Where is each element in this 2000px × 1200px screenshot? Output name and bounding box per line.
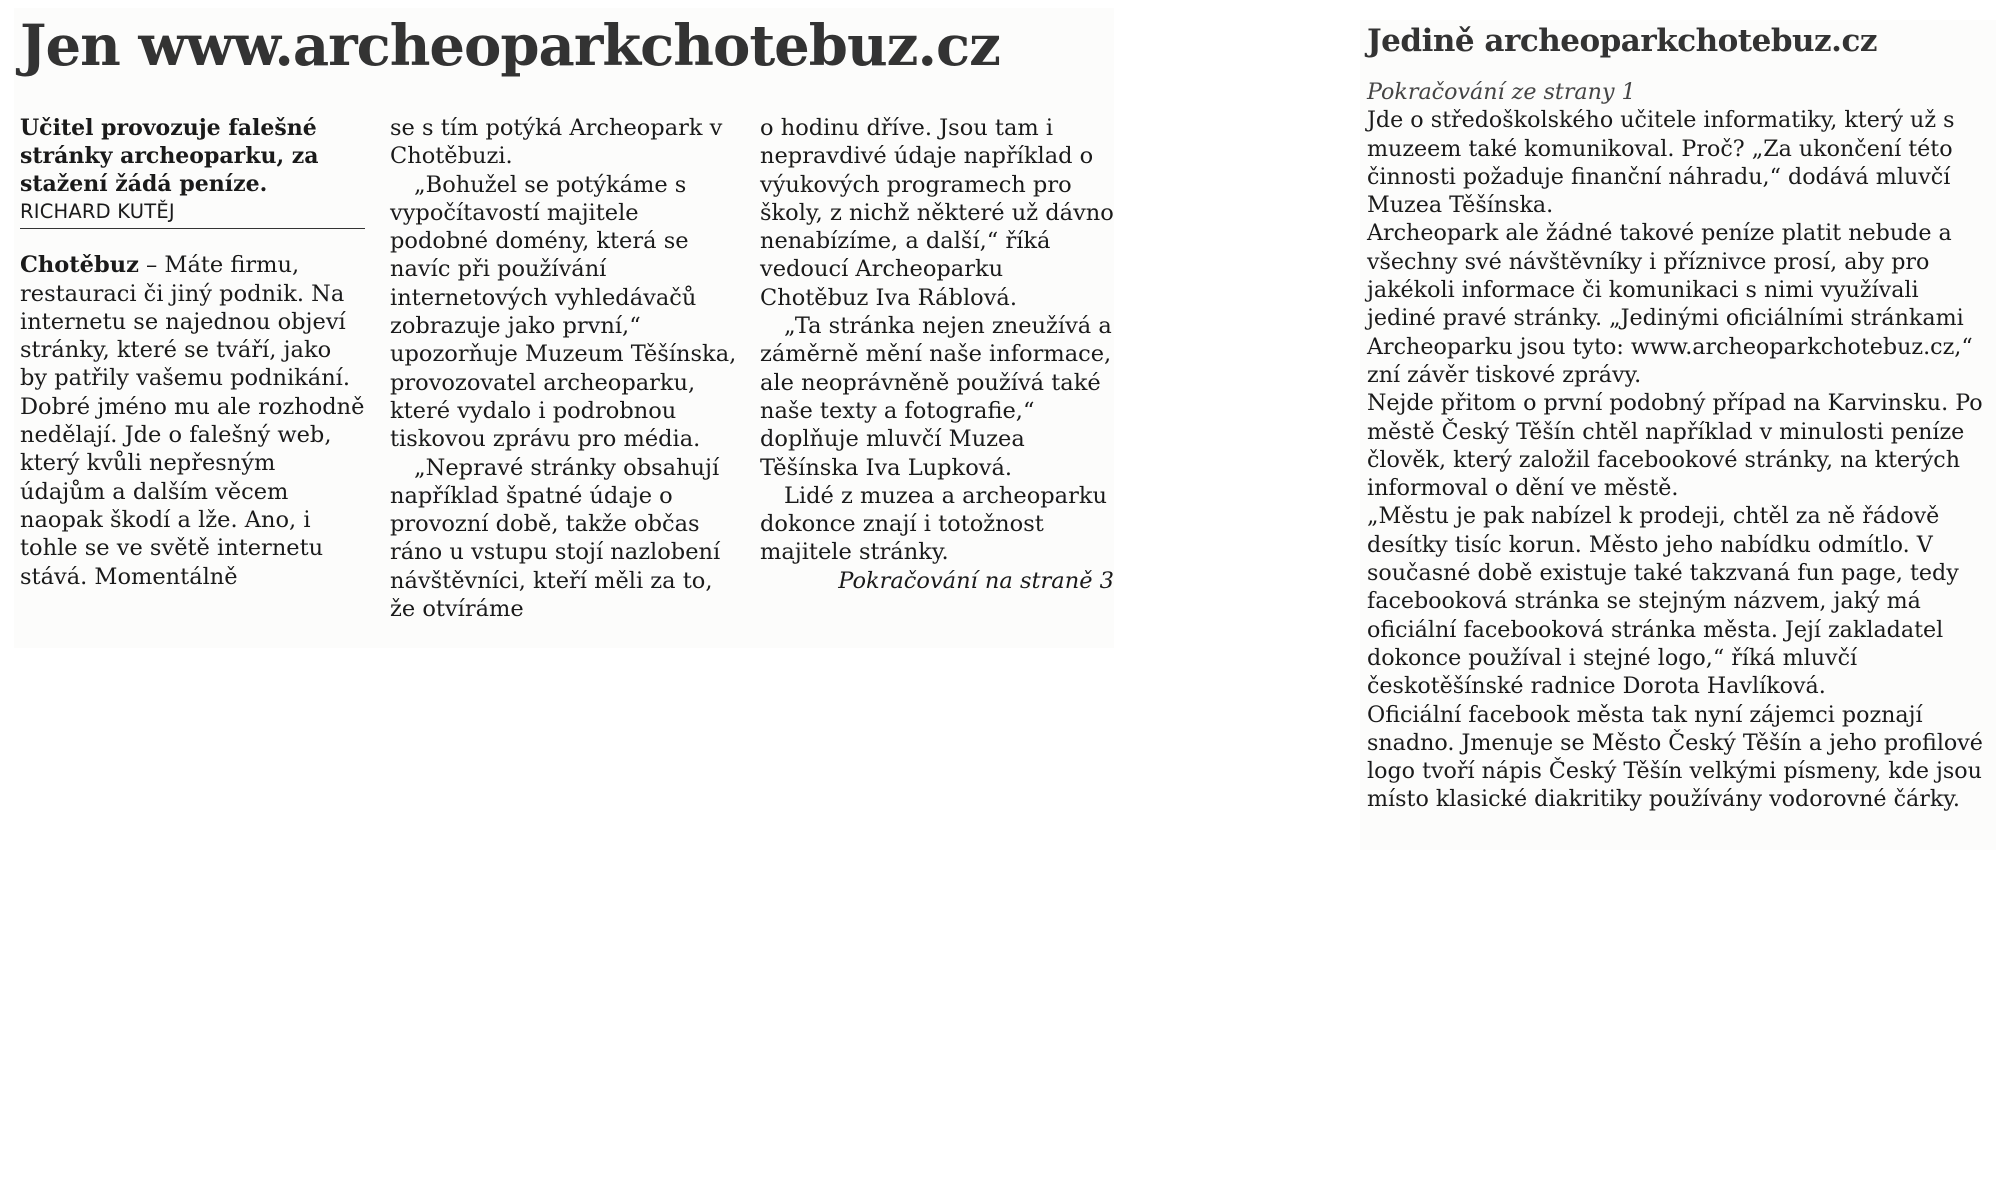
- article-column-3: [760, 114, 1114, 595]
- article-paragraph: o hodinu dříve. Jsou tam i nepravdivé údaje například o výukových programech pro školy, z nichž některé už dávno nenabízíme, a další,“ říká vedoucí Archeoparku Chotěbuz Iva Ráblová.: [760, 115, 1114, 311]
- article-paragraph: Oficiální facebook města tak nyní zájemci poznají snadno. Jmenuje se Město Český Těšín a jeho profilové logo tvoří nápis Český Těšín velkými písmeny, kde jsou místo klasické diakritiky používány vodorovné čárky.: [1367, 701, 1983, 813]
- article-paragraph: [20, 251, 365, 591]
- paragraph-text: – Máte firmu, restauraci či jiný podnik. Na internetu se najednou objeví stránky, které se tváří, jako by patřily vašemu podnikání. Dobré jméno mu ale rozhodně nedělají. Jde o falešný web, který kvůli nepřesným údajům a dalším věcem naopak škodí a lže. Ano, i tohle se ve světě internetu stává. Momentálně: [20, 252, 365, 590]
- article-paragraph: Jde o středoškolského učitele informatiky, který už s muzeem také komunikoval. Proč? „Za ukončení této činnosti požaduje finanční náhradu,“ dodává mluvčí Muzea Těšínska.: [1367, 107, 1955, 219]
- article-paragraph: „Bohužel se potýkáme s vypočítavostí majitele podobné domény, která se navíc při používání internetových vyhledávačů zobrazuje jako první,“ upozorňuje Muzeum Těšínska, provozovatel archeoparku, které vydalo i podrobnou tiskovou zprávu pro média.: [390, 171, 737, 453]
- continued-note: Pokračování na straně 3: [838, 567, 1114, 594]
- article-headline: Jen www.archeoparkchotebuz.cz: [20, 13, 1000, 79]
- continued-from-note: Pokračování ze strany 1: [1367, 79, 1636, 105]
- continuation-headline: Jedině archeoparkchotebuz.cz: [1367, 23, 1877, 59]
- article-byline: RICHARD KUTĚJ: [20, 198, 365, 229]
- dateline-location: Chotěbuz: [20, 252, 139, 279]
- article-paragraph: Lidé z muzea a archeoparku dokonce znají i totožnost majitele stránky.: [760, 482, 1107, 566]
- article-paragraph: Archeopark ale žádné takové peníze platit nebude a všechny své návštěvníky i příznivce prosí, aby pro jakékoli informace či komunikaci s nimi využívali jediné pravé stránky. „Jedinými oficiálními stránkami Archeoparku jsou tyto: www.archeoparkchotebuz.cz,“ zní závěr tiskové zprávy.: [1367, 220, 1973, 388]
- article-paragraph: se s tím potýká Archeopark v Chotěbuzi.: [390, 115, 723, 170]
- article-paragraph: Nejde přitom o první podobný případ na Karvinsku. Po městě Český Těšín chtěl například v minulosti peníze člověk, který založil facebookové stránky, na kterých informoval o dění ve městě.: [1367, 390, 1983, 502]
- article-paragraph: „Ta stránka nejen zneužívá a záměrně mění naše informace, ale neoprávněně používá také naše texty a fotografie,“ doplňuje mluvčí Muzea Těšínska Iva Lupková.: [760, 313, 1112, 481]
- article-column-1: [20, 114, 365, 591]
- continuation-body: [1367, 78, 1992, 814]
- article-column-2: [390, 114, 740, 623]
- article-clipping-continuation: [1360, 20, 1996, 850]
- article-clipping-main: [14, 8, 1114, 648]
- article-paragraph: „Nepravé stránky obsahují například špatné údaje o provozní době, takže občas ráno u vstupu stojí nazlobení návštěvníci, kteří měli za to, že otvíráme: [390, 454, 721, 623]
- article-lead: Učitel provozuje falešné stránky archeoparku, za stažení žádá peníze.: [20, 115, 319, 197]
- article-paragraph: „Městu je pak nabízel k prodeji, chtěl za ně řádově desítky tisíc korun. Město jeho nabídku odmítlo. V současné době existuje také takzvaná fun page, tedy facebooková stránka se stejným názvem, jaký má oficiální facebooková stránka města. Její zakladatel dokonce používal i stejné logo,“ říká mluvčí českotěšínské radnice Dorota Havlíková.: [1367, 503, 1959, 700]
